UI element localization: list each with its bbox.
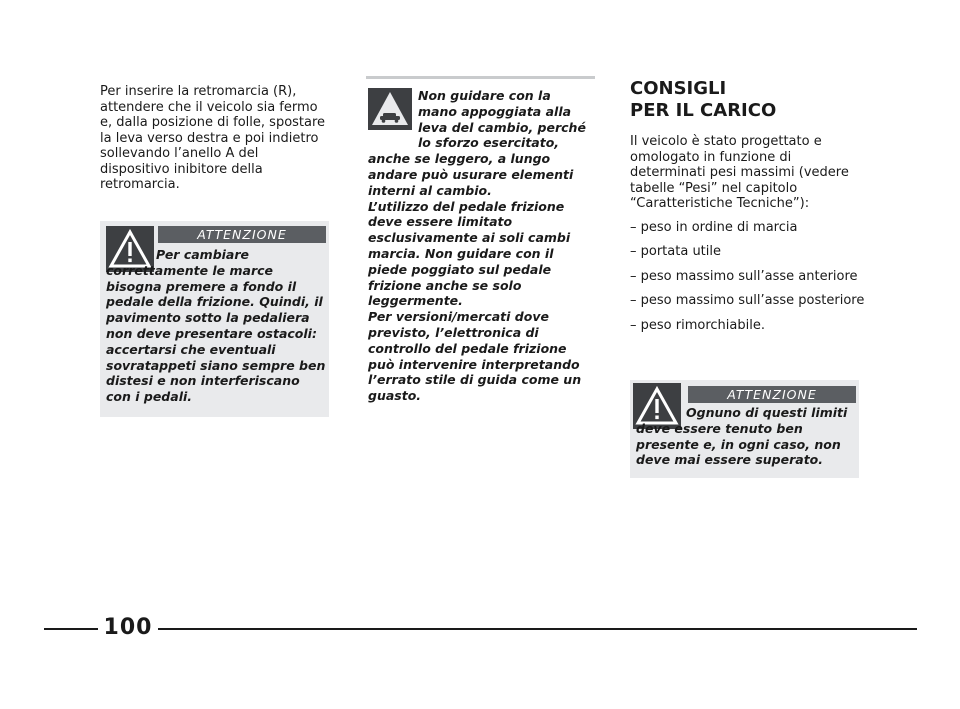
list-item: – peso in ordine di marcia [630, 219, 798, 235]
warning-box-gearshift [100, 221, 329, 417]
footer-rule-left [44, 628, 98, 630]
weights-list [630, 220, 866, 334]
warning-text: Ognuno di questi limiti deve essere tenuto ben presente e, in ogni caso, non deve mai essere superato. [636, 405, 848, 468]
section-heading [630, 78, 776, 122]
heading-line-1: CONSIGLI [630, 78, 727, 99]
section-body [630, 134, 866, 342]
section-paragraph: Il veicolo è stato progettato e omologato in funzione di determinati pesi massimi (vedere tabelle “Pesi” nel capitolo “Caratteristiche Tecniche”): [630, 134, 849, 211]
heading-line-2: PER IL CARICO [630, 100, 777, 121]
warning-text: Per cambiare correttamente le marce bisogna premere a fondo il pedale della frizione. Quindi, il pavimento sotto la pedaliera non deve presentare ostacoli: accertarsi che eventuali sovratappeti siano sempre ben distesi e non interferiscano con i pedali. [106, 247, 326, 405]
list-item: – peso massimo sull’asse anteriore [630, 268, 858, 284]
list-item: – peso rimorchiabile. [630, 317, 765, 333]
note-paragraph-3: Per versioni/mercati dove previsto, l’elettronica di controllo del pedale frizione può intervenire interpretando l’errato stile di guida come un guasto. [368, 309, 582, 404]
warning-tag: ATTENZIONE [688, 386, 856, 403]
note-text-block [368, 88, 594, 404]
list-item: – portata utile [630, 244, 721, 259]
note-paragraph-2: L’utilizzo del pedale frizione deve essere limitato esclusivamente ai soli cambi marcia. Non guidare con il piede poggiato sul pedale frizione anche se solo leggermente. [368, 198, 571, 309]
intro-paragraph: Per inserire la retromarcia (R), attendere che il veicolo sia fermo e, dalla posizione di folle, spostare la leva verso destra e poi indietro sollevando l’anello A del dispositivo inibitore della retromarcia. [100, 84, 326, 192]
footer-rule-right [158, 628, 917, 630]
warning-box-load-limits [630, 380, 859, 478]
page-number: 100 [103, 615, 153, 640]
note-paragraph-1: Non guidare con la mano appoggiata alla leva del cambio, perché lo sforzo esercitato, anche se leggero, a lungo andare può usurare elementi interni al cambio. [368, 88, 586, 198]
list-item: – peso massimo sull’asse posteriore [630, 293, 865, 308]
warning-tag: ATTENZIONE [158, 226, 326, 243]
section-rule [366, 76, 595, 79]
car-warning-icon [368, 88, 412, 130]
